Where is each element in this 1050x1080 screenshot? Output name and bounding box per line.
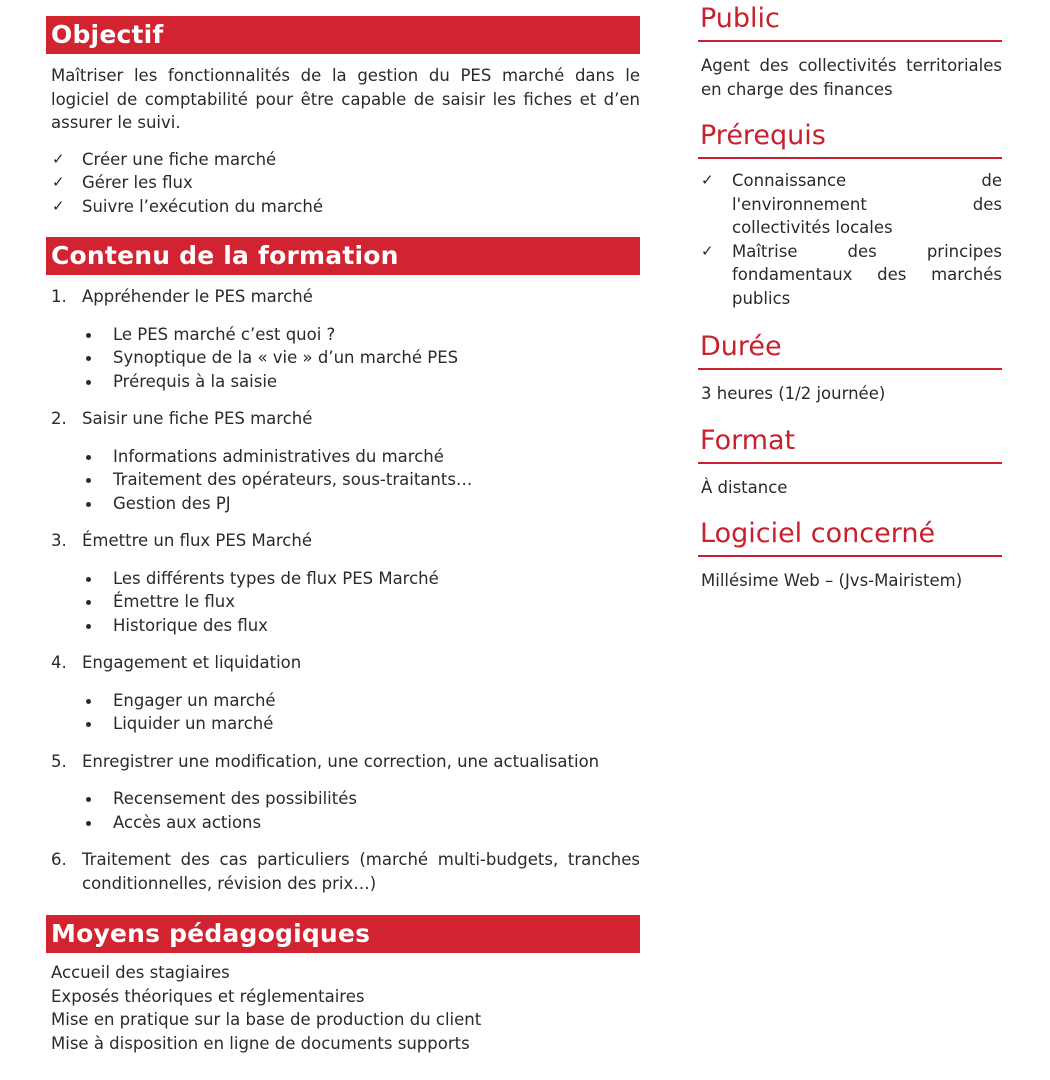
list-item: Accès aux actions (82, 811, 640, 835)
objectif-checklist (46, 148, 640, 219)
duree-section (698, 328, 1002, 406)
topic-item (46, 285, 640, 393)
duree-text: 3 heures (1/2 journée) (701, 384, 886, 403)
contenu-heading: Contenu de la formation (46, 237, 640, 275)
prerequis-heading: Prérequis (698, 117, 1002, 159)
topic-number: 1. (51, 287, 67, 306)
list-item: Accueil des stagiaires (51, 963, 230, 982)
objectif-heading: Objectif (46, 16, 640, 54)
logiciel-heading: Logiciel concerné (698, 515, 1002, 557)
bullet-icon (86, 699, 91, 704)
bullet-icon (86, 478, 91, 483)
topic-number: 3. (51, 531, 67, 550)
objectif-text: Maîtriser les fonctionnalités de la gestion du PES marché dans le logiciel de comptabilité pour être capable de saisir les fiches et d’en assurer le suivi. (51, 66, 640, 132)
logiciel-text: Millésime Web – (Jvs-Mairistem) (701, 571, 963, 590)
bullet-icon (86, 600, 91, 605)
duree-heading: Durée (698, 328, 1002, 370)
list-item: Les différents types de flux PES Marché (82, 567, 640, 591)
list-item: Traitement des opérateurs, sous-traitants… (82, 468, 640, 492)
list-item: Le PES marché c’est quoi ? (82, 323, 640, 347)
topic-item (46, 750, 640, 835)
topic-bullets (82, 567, 640, 638)
topic-title: Enregistrer une modification, une correction, une actualisation (82, 751, 600, 771)
topic-number: 4. (51, 653, 67, 672)
bullet-icon (86, 797, 91, 802)
topic-item (46, 407, 640, 515)
prerequis-section (698, 117, 1002, 310)
list-item: Synoptique de la « vie » d’un marché PES (82, 346, 640, 370)
list-item: Informations administratives du marché (82, 445, 640, 469)
topic-title: Saisir une fiche PES marché (82, 409, 313, 428)
logiciel-section (698, 515, 1002, 593)
topics-list (46, 285, 640, 895)
list-item: Mise en pratique sur la base de production du client (51, 1010, 482, 1029)
topic-item (46, 848, 640, 895)
bullet-icon (86, 380, 91, 385)
public-section (698, 0, 1002, 101)
bullet-icon (86, 502, 91, 507)
list-item: ✓ Connaissance de l'environnement des collectivités locales (701, 171, 1002, 237)
topic-number: 6. (51, 850, 67, 869)
topic-title: Traitement des cas particuliers (marché multi-budgets, tranches conditionnelles, révision des prix…) (82, 850, 640, 893)
list-item: Historique des flux (82, 614, 640, 638)
check-icon: ✓ (52, 173, 65, 191)
topic-bullets (82, 445, 640, 516)
bullet-icon (86, 455, 91, 460)
topic-number: 5. (51, 751, 67, 771)
list-item: ✓ Créer une fiche marché (46, 148, 640, 172)
left-column (46, 16, 640, 1055)
topic-item (46, 651, 640, 736)
list-item: Recensement des possibilités (82, 787, 640, 811)
topic-title: Appréhender le PES marché (82, 287, 313, 306)
format-section (698, 422, 1002, 500)
bullet-icon (86, 821, 91, 826)
check-icon: ✓ (52, 149, 65, 168)
right-column (698, 0, 1002, 593)
bullet-icon (86, 577, 91, 582)
list-item: Engager un marché (82, 689, 640, 713)
list-item: ✓ Gérer les flux (46, 171, 640, 195)
list-item: Exposés théoriques et réglementaires (51, 986, 365, 1006)
bullet-icon (86, 356, 91, 361)
bullet-icon (86, 333, 91, 338)
check-icon: ✓ (701, 171, 714, 189)
moyens-list (51, 961, 640, 1055)
format-heading: Format (698, 422, 1002, 464)
moyens-heading: Moyens pédagogiques (46, 915, 640, 953)
moyens-section (46, 915, 640, 1055)
check-icon: ✓ (52, 196, 65, 215)
list-item: ✓ Maîtrise des principes fondamentaux des marchés publics (701, 241, 1002, 308)
bullet-icon (86, 722, 91, 727)
topic-bullets (82, 323, 640, 394)
contenu-section (46, 237, 640, 895)
list-item: Émettre le flux (82, 590, 640, 614)
list-item: Gestion des PJ (82, 492, 640, 516)
topic-title: Engagement et liquidation (82, 653, 302, 672)
list-item: Mise à disposition en ligne de documents supports (51, 1033, 470, 1053)
topic-title: Émettre un flux PES Marché (82, 531, 312, 550)
public-text: Agent des collectivités territoriales en charge des finances (701, 56, 1002, 99)
public-heading: Public (698, 0, 1002, 42)
topic-number: 2. (51, 409, 67, 428)
topic-item (46, 529, 640, 637)
topic-bullets (82, 689, 640, 736)
prerequis-checklist (698, 169, 1002, 310)
topic-bullets (82, 787, 640, 834)
list-item: ✓ Suivre l’exécution du marché (46, 195, 640, 219)
objectif-section (46, 16, 640, 218)
list-item: Liquider un marché (82, 712, 640, 736)
format-text: À distance (701, 477, 788, 497)
check-icon: ✓ (701, 241, 714, 260)
list-item: Prérequis à la saisie (82, 370, 640, 394)
bullet-icon (86, 624, 91, 629)
